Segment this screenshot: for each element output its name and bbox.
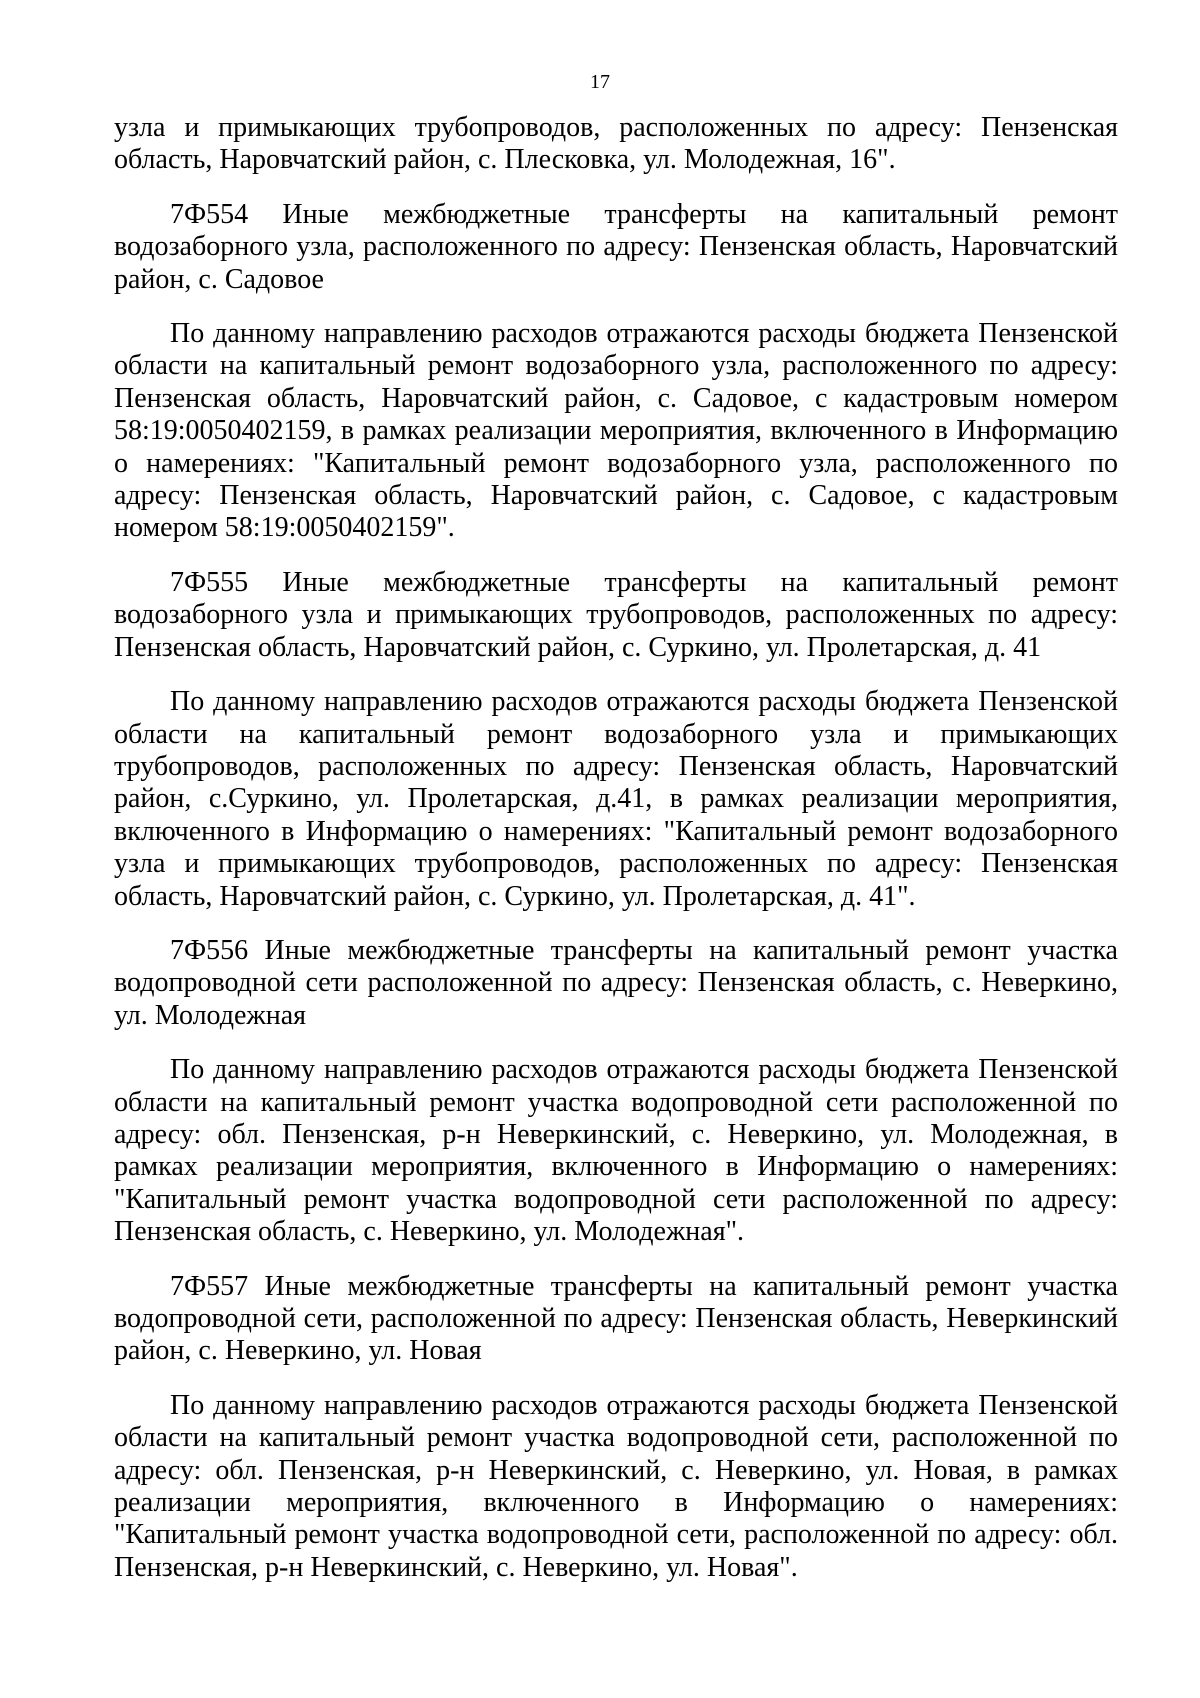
page-number: 17 — [590, 71, 610, 93]
paragraph-7f556-description: По данному направлению расходов отражаются расходы бюджета Пензенской области на капитальный ремонт участка водопроводной сети расположенной по адресу: обл. Пензенская, р-н Неверкинский, с. Неверкино, ул. Молодежная, в рамках реализации мероприятия, включенного в Информацию о намерениях: "Капитальный ремонт участка водопроводной сети расположенной по адресу: Пензенская область, с. Неверкино, ул. Молодежная". — [114, 1054, 1118, 1248]
paragraph-7f555-description: По данному направлению расходов отражаются расходы бюджета Пензенской области на капитальный ремонт водозаборного узла и примыкающих трубопроводов, расположенных по адресу: Пензенская область, Наровчатский район, с.Суркино, ул. Пролетарская, д.41, в рамках реализации мероприятия, включенного в Информацию о намерениях: "Капитальный ремонт водозаборного узла и примыкающих трубопроводов, расположенных по адресу: Пензенская область, Наровчатский район, с. Суркино, ул. Пролетарская, д. 41". — [114, 686, 1118, 912]
paragraph-7f557-description: По данному направлению расходов отражаются расходы бюджета Пензенской области на капитальный ремонт участка водопроводной сети, расположенной по адресу: обл. Пензенская, р-н Неверкинский, с. Неверкино, ул. Новая, в рамках реализации мероприятия, включенного в Информацию о намерениях: "Капитальный ремонт участка водопроводной сети, расположенной по адресу: обл. Пензенская, р-н Неверкинский, с. Неверкино, ул. Новая". — [114, 1389, 1118, 1583]
paragraph-7f554-description: По данному направлению расходов отражаются расходы бюджета Пензенской области на капитальный ремонт водозаборного узла, расположенного по адресу: Пензенская область, Наровчатский район, с. Садовое, с кадастровым номером 58:19:0050402159, в рамках реализации мероприятия, включенного в Информацию о намерениях: "Капитальный ремонт водозаборного узла, расположенного по адресу: Пензенская область, Наровчатский район, с. Садовое, с кадастровым номером 58:19:0050402159". — [114, 318, 1118, 544]
paragraph-7f554-heading: 7Ф554 Иные межбюджетные трансферты на капитальный ремонт водозаборного узла, расположенного по адресу: Пензенская область, Наровчатский район, с. Садовое — [114, 198, 1118, 295]
paragraph-continuation: узла и примыкающих трубопроводов, расположенных по адресу: Пензенская область, Наровчатский район, с. Плесковка, ул. Молодежная, 16". — [114, 112, 1118, 176]
paragraph-7f555-heading: 7Ф555 Иные межбюджетные трансферты на капитальный ремонт водозаборного узла и примыкающих трубопроводов, расположенных по адресу: Пензенская область, Наровчатский район, с. Суркино, ул. Пролетарская, д. 41 — [114, 566, 1118, 663]
document-body — [114, 112, 1118, 1584]
paragraph-7f557-heading: 7Ф557 Иные межбюджетные трансферты на капитальный ремонт участка водопроводной сети, расположенной по адресу: Пензенская область, Неверкинский район, с. Неверкино, ул. Новая — [114, 1270, 1118, 1367]
paragraph-7f556-heading: 7Ф556 Иные межбюджетные трансферты на капитальный ремонт участка водопроводной сети расположенной по адресу: Пензенская область, с. Неверкино, ул. Молодежная — [114, 934, 1118, 1031]
